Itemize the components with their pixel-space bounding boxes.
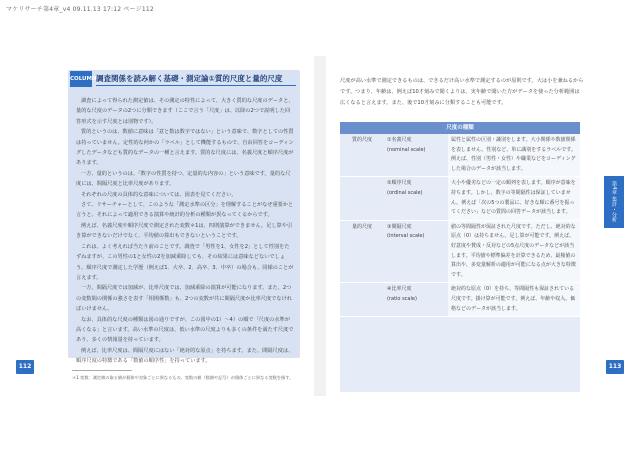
paragraph: 質的というのは、数値に意味は「意と数は数字ではない」という意味で、数字としての性質は持っていません。定性的な何かの「ラベル」として機能するもので、自由回答をコーディングしたデータなども質的なデータの一種と言えます。質的な尺度には、名義尺度と順序尺度があります。	[76, 129, 294, 167]
footnote-divider	[72, 370, 132, 371]
paragraph: 例えば、比率尺度は、間隔尺度にはない「絶対的な原点」を持ちます。また、間隔尺度は、順序尺度の特徴である「数値の順序性」を持っています。	[76, 347, 294, 365]
column-title: 調査関係を読み解く基礎・測定論①質的尺度と量的尺度	[96, 73, 296, 86]
column-body	[76, 96, 294, 367]
paragraph: 例えば、名義尺度や順序尺度で測定された変数＊1は、四則演算ができません。足し算や引き算ができないだけでなく、平均値の算出もできないということです。	[76, 222, 293, 240]
scale-table-grid	[340, 134, 580, 317]
right-page	[326, 56, 624, 396]
left-page	[16, 56, 314, 396]
table-row	[340, 177, 580, 220]
footnote: ＊1 変数：測定値の取る値が個体や対象ごとに異なるもの。変数の値（数値や記号）が個体ごとに異なる変数を指す。	[72, 375, 294, 380]
paragraph: 一方、間隔尺度では加減が、比率尺度では、加減乗除の演算が可能になります。また、2つの変数間の関係の強さを表す「相関係数」も、2つの変数が共に間隔尺度か比率尺度でなければいけません。	[76, 285, 292, 313]
table-row	[340, 220, 580, 283]
paragraph: これは、よく考えれば当たり前のことです。調査で「男性を1、女性を2」として性別をたずねますが、この男性の1と女性の2を加減乗除しても、その結果には意味などないでしょう。順序尺度で測定した学歴（例えば1．大卒、2．高卒、3．中卒）の場合も、同様のことが言えます。	[76, 243, 294, 281]
scale-table	[340, 122, 580, 392]
intro-text	[340, 76, 584, 108]
book-spread	[16, 56, 624, 396]
table-cell-kind: 質的尺度	[340, 134, 384, 177]
table-cell-desc: 大小や優劣などの一定の順列を表します。順序が意味を持ちます。しかし、数字の等間隔性は保証していません。例えば「次の5つの製品に、好きな順に番号を振ってください」などの質問の回答データが該当します。	[448, 177, 580, 220]
table-cell-desc: 値の等間隔性が保証された尺度です。ただし、絶対的な原点（0）は持ちません。足し算が可能です。例えば、好意度や賛成・反対などの5点尺度のデータなどが該当します。平均値や標準偏差を計算できるため、最頻値の算出や、多変量解析の適用が可能になる点が大きな特徴です。	[448, 220, 580, 283]
table-row	[340, 134, 580, 177]
table-cell-name: ①名義尺度 (nominal scale)	[384, 134, 448, 177]
table-row	[340, 283, 580, 317]
table-cell-name: ④比率尺度 (ratio scale)	[384, 283, 448, 317]
print-header: マケリサーチ第4章_v4 09.11.13 17:12 ページ112	[6, 6, 154, 13]
table-cell-name: ③間隔尺度 (interval scale)	[384, 220, 448, 283]
column-tag: COLUMN	[70, 71, 92, 87]
chapter-tab: 第4章 集計・分析	[604, 176, 624, 228]
table-cell-kind	[340, 177, 384, 220]
page-number-right: 113	[606, 360, 624, 374]
table-title: 尺度の種類	[340, 122, 580, 134]
table-cell-kind: 量的尺度	[340, 220, 384, 283]
table-cell-desc: 絶対的な原点（0）を持ち、等間隔性も保証されている尺度です。掛け算が可能です。例えば、年齢や収入、価格などのデータが該当します。	[448, 283, 580, 317]
page-number-left: 112	[16, 360, 34, 374]
table-cell-kind	[340, 283, 384, 317]
paragraph: 尺度が高い水準で測定できるものは、できるだけ高い水準で測定するのが原則です。大は小を兼ねるからです。つまり、年齢は、例えば10才刻みで聞くよりは、実年齢で聞いた方がデータを使った分析範囲は広くなると言えます。また、後で10才刻みに分類することも可能です。	[340, 78, 584, 106]
table-cell-name: ②順序尺度 (ordinal scale)	[384, 177, 448, 220]
paragraph: なお、具体的な尺度の種類は図の通りですが、この図中の1）〜4）の順で「尺度の水準が高くなる」と言います。高い水準の尺度は、低い水準の尺度よりも多くの条件を満たす尺度であり、多くの情報量を持っています。	[76, 316, 294, 344]
paragraph: それぞれの尺度の具体的な意味については、図表を見てください。	[81, 191, 237, 198]
paragraph: 一方、量的というのは、「数字の性質を持つ、定量的な内容の」という意味です。量的な尺度には、間隔尺度と比率尺度があります。	[76, 170, 291, 188]
gutter	[314, 56, 326, 396]
paragraph: さて、リサーチャーとして、このような「測定水準の区分」を理解することがなぜ重要かと言うと、それによって適用できる演算や統計的分析の種類が異なってくるからです。	[76, 202, 294, 219]
table-cell-desc: 属性と属性の区別・識別をします。大小関係や数値関係を表しません。性別など、単に識別をするラベルです。例えば、性別（男性・女性）や職業などをコーディングした場合のデータが該当します。	[448, 134, 580, 177]
paragraph: 調査によって得られた測定値は、その測定の特性によって、大きく質的な尺度のデータと、量的な尺度のデータの2つに分類できます（ここで言う「尺度」は、以降の2つで説明した回答形式を示す尺度とは別物です）。	[76, 98, 294, 125]
